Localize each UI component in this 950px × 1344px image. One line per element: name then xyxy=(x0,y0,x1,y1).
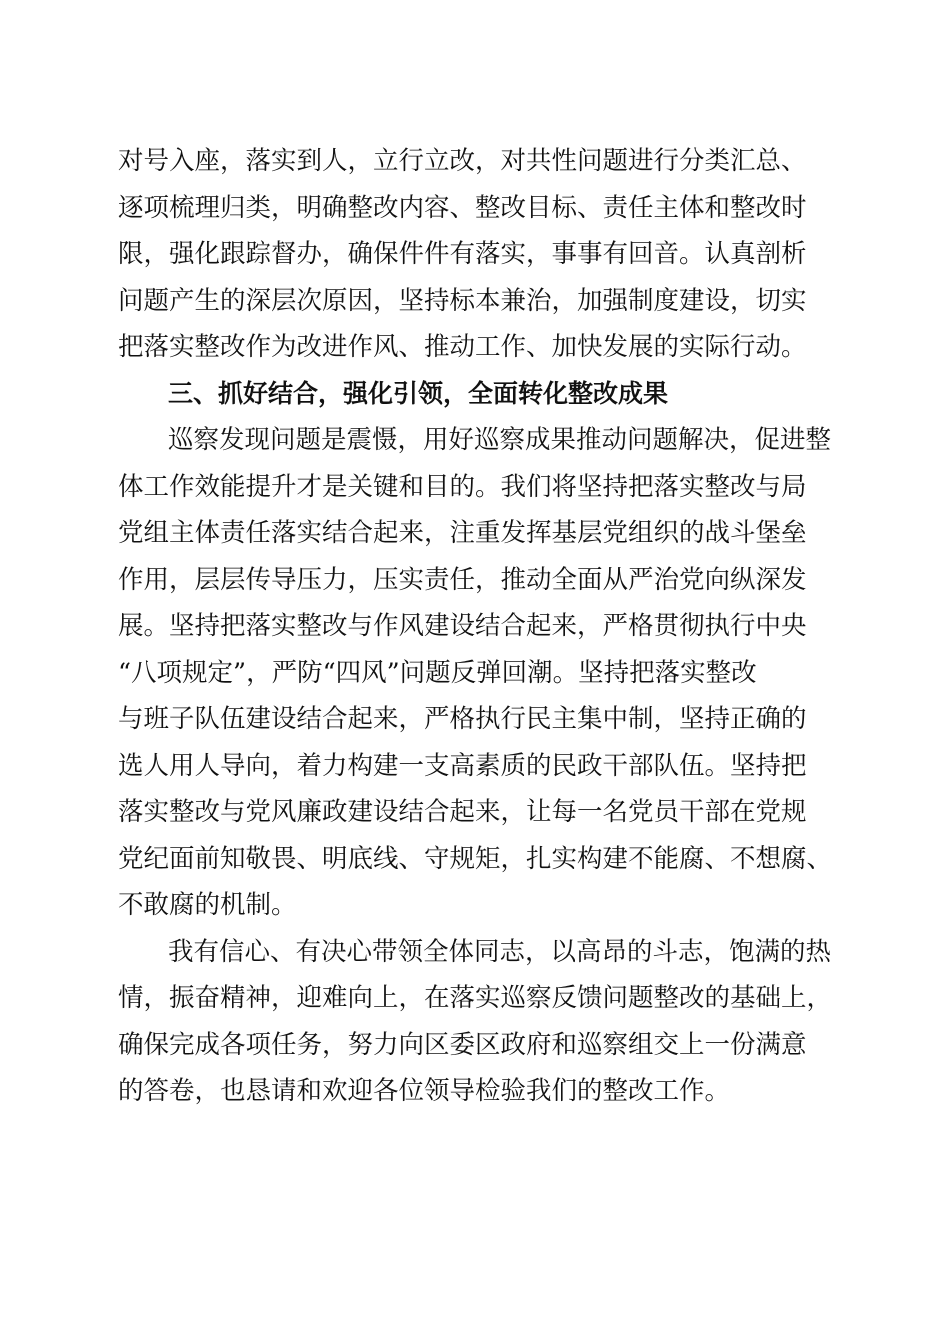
paragraph-2-line-6: “八项规定”，严防“四风”问题反弹回潮。坚持把落实整改 xyxy=(118,658,757,688)
paragraph-2-line-10: 党纪面前知敬畏、明底线、守规矩，扎实构建不能腐、不想腐、 xyxy=(118,844,833,874)
paragraph-3-line-4: 的答卷，也恳请和欢迎各位领导检验我们的整改工作。 xyxy=(118,1076,731,1106)
paragraph-2-line-5: 展。坚持把落实整改与作风建设结合起来，严格贯彻执行中央 xyxy=(118,611,807,641)
section-heading-3: 三、抓好结合，强化引领，全面转化整改成果 xyxy=(168,379,669,408)
paragraph-1-line-2: 逐项梳理归类，明确整改内容、整改目标、责任主体和整改时 xyxy=(118,193,807,223)
paragraph-2-line-3: 党组主体责任落实结合起来，注重发挥基层党组织的战斗堡垒 xyxy=(118,518,807,548)
paragraph-1-line-1: 对号入座，落实到人，立行立改，对共性问题进行分类汇总、 xyxy=(118,146,807,176)
paragraph-2-line-11: 不敢腐的机制。 xyxy=(118,890,297,920)
paragraph-2-line-2: 体工作效能提升才是关键和目的。我们将坚持把落实整改与局 xyxy=(118,472,807,502)
paragraph-2-line-1: 巡察发现问题是震慑，用好巡察成果推动问题解决，促进整 xyxy=(168,425,832,455)
paragraph-3-line-2: 情，振奋精神，迎难向上，在落实巡察反馈问题整改的基础上， xyxy=(118,983,833,1013)
paragraph-2-line-9: 落实整改与党风廉政建设结合起来，让每一名党员干部在党规 xyxy=(118,797,807,827)
paragraph-1-line-4: 问题产生的深层次原因，坚持标本兼治，加强制度建设，切实 xyxy=(118,286,807,316)
paragraph-1-line-5: 把落实整改作为改进作风、推动工作、加快发展的实际行动。 xyxy=(118,332,807,362)
paragraph-3-line-1: 我有信心、有决心带领全体同志，以高昂的斗志，饱满的热 xyxy=(168,937,832,967)
paragraph-2-line-8: 选人用人导向，着力构建一支高素质的民政干部队伍。坚持把 xyxy=(118,751,807,781)
paragraph-3-line-3: 确保完成各项任务，努力向区委区政府和巡察组交上一份满意 xyxy=(118,1030,807,1060)
paragraph-2-line-4: 作用，层层传导压力，压实责任，推动全面从严治党向纵深发 xyxy=(118,565,807,595)
paragraph-2-line-7: 与班子队伍建设结合起来，严格执行民主集中制，坚持正确的 xyxy=(118,704,807,734)
paragraph-1-line-3: 限，强化跟踪督办，确保件件有落实，事事有回音。认真剖析 xyxy=(118,239,807,269)
